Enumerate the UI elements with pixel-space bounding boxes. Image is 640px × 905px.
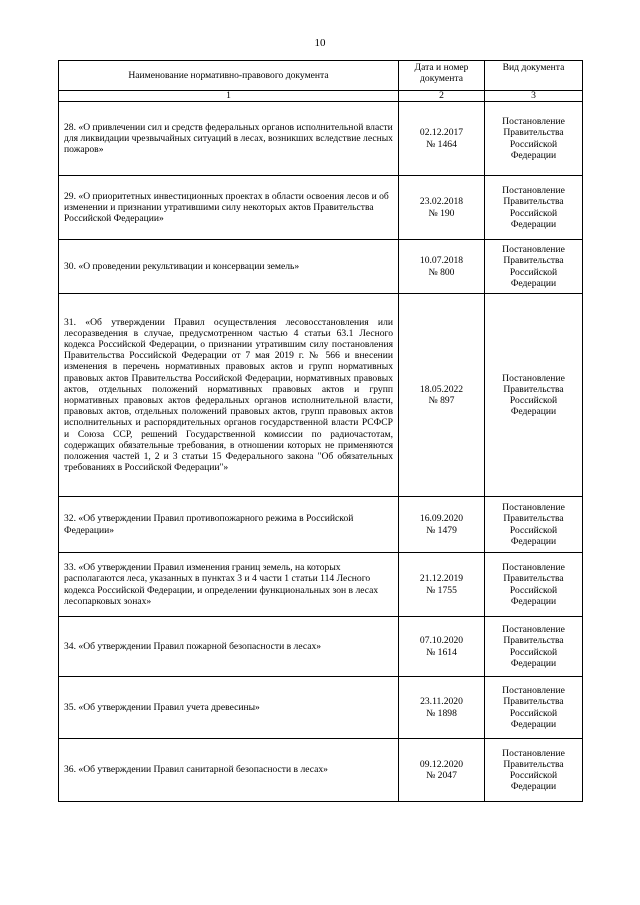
- table-row: [59, 497, 583, 553]
- document-date-number: [399, 617, 485, 677]
- document-name: 29. «О приоритетных инвестиционных проектах в области освоения лесов и об изменении и признании утратившими силу некоторых актов Правительства Российской Федерации»: [59, 176, 399, 240]
- header-date-number: Дата и номер документа: [399, 61, 485, 91]
- document-name: 31. «Об утверждении Правил осуществления лесовосстановления или лесоразведения в случае, предусмотренном частью 4 статьи 63.1 Лесного кодекса Российской Федерации, о признании утратившим силу постановления Правительства Российской Федерации от 7 мая 2019 г. № 566 и внесении изменения в перечень нормативных правовых актов и групп нормативных правовых актов Правительства Российской Федерации, нормативных правовых актов, отдельных положений нормативных правовых актов и групп нормативных правовых актов федеральных органов исполнительной власти, правовых актов, отдельных положений правовых актов, групп правовых актов исполнительных и распорядительных органов государственной власти РСФСР и Союза ССР, решений Государственной комиссии по радиочастотам, содержащих обязательные требования, в отношении которых не применяются положения частей 1, 2 и 3 статьи 15 Федерального закона "Об обязательных требованиях в Российской Федерации"»: [59, 294, 399, 497]
- document-kind: Постановление Правительства Российской Федерации: [485, 294, 583, 497]
- document-number: № 190: [428, 207, 455, 219]
- document-kind: Постановление Правительства Российской Федерации: [485, 739, 583, 802]
- document-date: 07.10.2020: [419, 635, 464, 647]
- document-date-number: [399, 553, 485, 617]
- document-number: № 1898: [426, 707, 457, 719]
- document-kind: Постановление Правительства Российской Федерации: [485, 102, 583, 176]
- document-date: 23.11.2020: [420, 696, 463, 708]
- document-date: 02.12.2017: [419, 127, 464, 139]
- document-name: 32. «Об утверждении Правил противопожарного режима в Российской Федерации»: [59, 497, 399, 553]
- document-name: 30. «О проведении рекультивации и консервации земель»: [59, 240, 399, 294]
- table-row: [59, 617, 583, 677]
- document-date-number: [399, 739, 485, 802]
- document-number: № 1479: [426, 524, 457, 536]
- table-row: [59, 240, 583, 294]
- document-date-number: [399, 497, 485, 553]
- document-kind: Постановление Правительства Российской Федерации: [485, 553, 583, 617]
- column-number: 3: [485, 91, 583, 102]
- document-kind: Постановление Правительства Российской Федерации: [485, 497, 583, 553]
- document-date: 16.09.2020: [419, 513, 464, 525]
- table-row: [59, 176, 583, 240]
- document-number: № 800: [428, 266, 455, 278]
- document-number: № 1614: [426, 646, 457, 658]
- column-number: 2: [399, 91, 485, 102]
- document-kind: Постановление Правительства Российской Федерации: [485, 176, 583, 240]
- document-name: 35. «Об утверждении Правил учета древесины»: [59, 677, 399, 739]
- table-row: [59, 739, 583, 802]
- header-document-name: Наименование нормативно-правового документа: [59, 61, 399, 91]
- document-name: 34. «Об утверждении Правил пожарной безопасности в лесах»: [59, 617, 399, 677]
- document-kind: Постановление Правительства Российской Федерации: [485, 677, 583, 739]
- document-number: № 897: [428, 395, 455, 406]
- table-row: [59, 294, 583, 497]
- column-number: 1: [59, 91, 399, 102]
- document-number: № 2047: [426, 770, 457, 781]
- document-date: 21.12.2019: [419, 573, 464, 585]
- table-header-row: [59, 61, 583, 91]
- document-number: № 1464: [426, 138, 457, 150]
- table-row: [59, 553, 583, 617]
- document-kind: Постановление Правительства Российской Федерации: [485, 240, 583, 294]
- document-kind: Постановление Правительства Российской Федерации: [485, 617, 583, 677]
- document-name: 36. «Об утверждении Правил санитарной безопасности в лесах»: [59, 739, 399, 802]
- document-date: 18.05.2022: [419, 383, 464, 395]
- header-document-kind: Вид документа: [485, 61, 583, 91]
- table-row: [59, 102, 583, 176]
- documents-table: [58, 60, 583, 802]
- table-row: [59, 677, 583, 739]
- page-number: 10: [314, 37, 326, 49]
- document-date: 10.07.2018: [419, 255, 464, 267]
- document-date-number: [399, 240, 485, 294]
- document-name: 28. «О привлечении сил и средств федеральных органов исполнительной власти для ликвидации чрезвычайных ситуаций в лесах, возникших вследствие лесных пожаров»: [59, 102, 399, 176]
- document-name: 33. «Об утверждении Правил изменения границ земель, на которых располагаются леса, указанных в пунктах 3 и 4 части 1 статьи 114 Лесного кодекса Российской Федерации, и определении функциональных зон в лесах лесопарковых зонах»: [59, 553, 399, 617]
- column-number-row: [59, 91, 583, 102]
- document-number: № 1755: [426, 584, 457, 596]
- document-date-number: [399, 677, 485, 739]
- document-date: 23.02.2018: [419, 196, 464, 208]
- document-date-number: [399, 294, 485, 497]
- document-date-number: [399, 176, 485, 240]
- document-date-number: [399, 102, 485, 176]
- document-date: 09.12.2020: [419, 758, 464, 770]
